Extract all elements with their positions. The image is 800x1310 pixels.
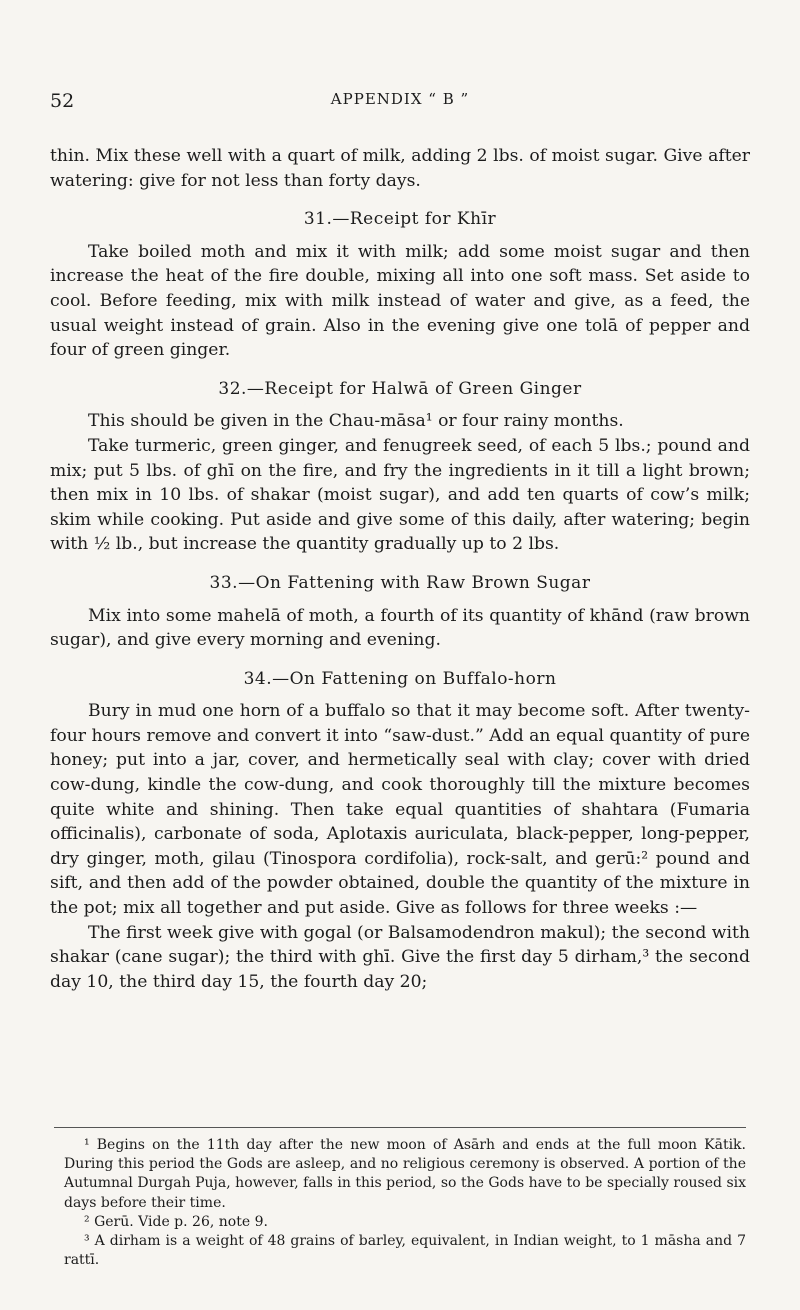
section-heading: 33.—On Fattening with Raw Brown Sugar — [209, 572, 591, 593]
intro-paragraph: thin. Mix these well with a quart of milk, adding 2 lbs. of moist sugar. Give after watering: give for not less than forty days. — [50, 146, 750, 191]
section-heading: 34.—On Fattening on Buffalo-horn — [243, 668, 557, 689]
page-body — [50, 144, 750, 994]
paragraph: Bury in mud one horn of a buffalo so that it may become soft. After twenty-four hours remove and convert it into “saw-dust.” Add an equal quantity of pure honey; put into a jar, cover, and hermetically seal with clay; cover with dried cow-dung, kindle the cow-dung, and cook thoroughly till the mixture becomes quite white and shining. Then take equal quantities of shahtara (Fumaria officinalis), carbonate of soda, Aplotaxis auriculata, black-pepper, long-pepper, dry ginger, moth, gilau (Tinospora cordifolia), rock-salt, and gerū:² pound and sift, and then add of the powder obtained, double the quantity of the mixture in the pot; mix all together and put aside. Give as follows for three weeks :— — [50, 701, 750, 919]
footnote: ¹ Begins on the 11th day after the new moon of Asārh and ends at the full moon Kātik. During this period the Gods are asleep, and no religious ceremony is observed. A portion of the Autumnal Durgah Puja, however, falls in this period, so the Gods have to be specially roused six days before their time. — [64, 1137, 746, 1211]
paragraph: Mix into some mahelā of moth, a fourth of its quantity of khānd (raw brown sugar), and give every morning and evening. — [50, 605, 750, 651]
footnote: ² Gerū. Vide p. 26, note 9. — [84, 1213, 268, 1230]
running-title: APPENDIX “ B ” — [330, 90, 470, 108]
footnote: ³ A dirham is a weight of 48 grains of barley, equivalent, in Indian weight, to 1 māsha and 7 rattī. — [64, 1233, 746, 1269]
section-heading: 32.—Receipt for Halwā of Green Ginger — [218, 378, 582, 399]
paragraph: Take boiled moth and mix it with milk; add some moist sugar and then increase the heat of the fire double, mixing all into one soft mass. Set aside to cool. Before feeding, mix with milk instead of water and give, as a feed, the usual weight instead of grain. Also in the evening give one tolā of pepper and four of green ginger. — [50, 241, 750, 361]
footnote-divider — [54, 1127, 746, 1128]
paragraph: The first week give with gogal (or Balsamodendron makul); the second with shakar (cane sugar); the third with ghī. Give the first day 5 dirham,³ the second day 10, the third day 15, the fourth day 20; — [50, 922, 750, 992]
paragraph: This should be given in the Chau-māsa¹ or four rainy months. — [88, 411, 624, 432]
section-heading: 31.—Receipt for Khīr — [303, 209, 497, 230]
paragraph: Take turmeric, green ginger, and fenugreek seed, of each 5 lbs.; pound and mix; put 5 lbs. of ghī on the fire, and fry the ingredients in it till a light brown; then mix in 10 lbs. of shakar (moist sugar), and add ten quarts of cow’s milk; skim while cooking. Put aside and give some of this daily, after watering; begin with ½ lb., but increase the quantity gradually up to 2 lbs. — [50, 435, 750, 555]
footnotes — [64, 1136, 746, 1270]
page-number: 52 — [50, 90, 75, 112]
running-header — [0, 90, 800, 116]
